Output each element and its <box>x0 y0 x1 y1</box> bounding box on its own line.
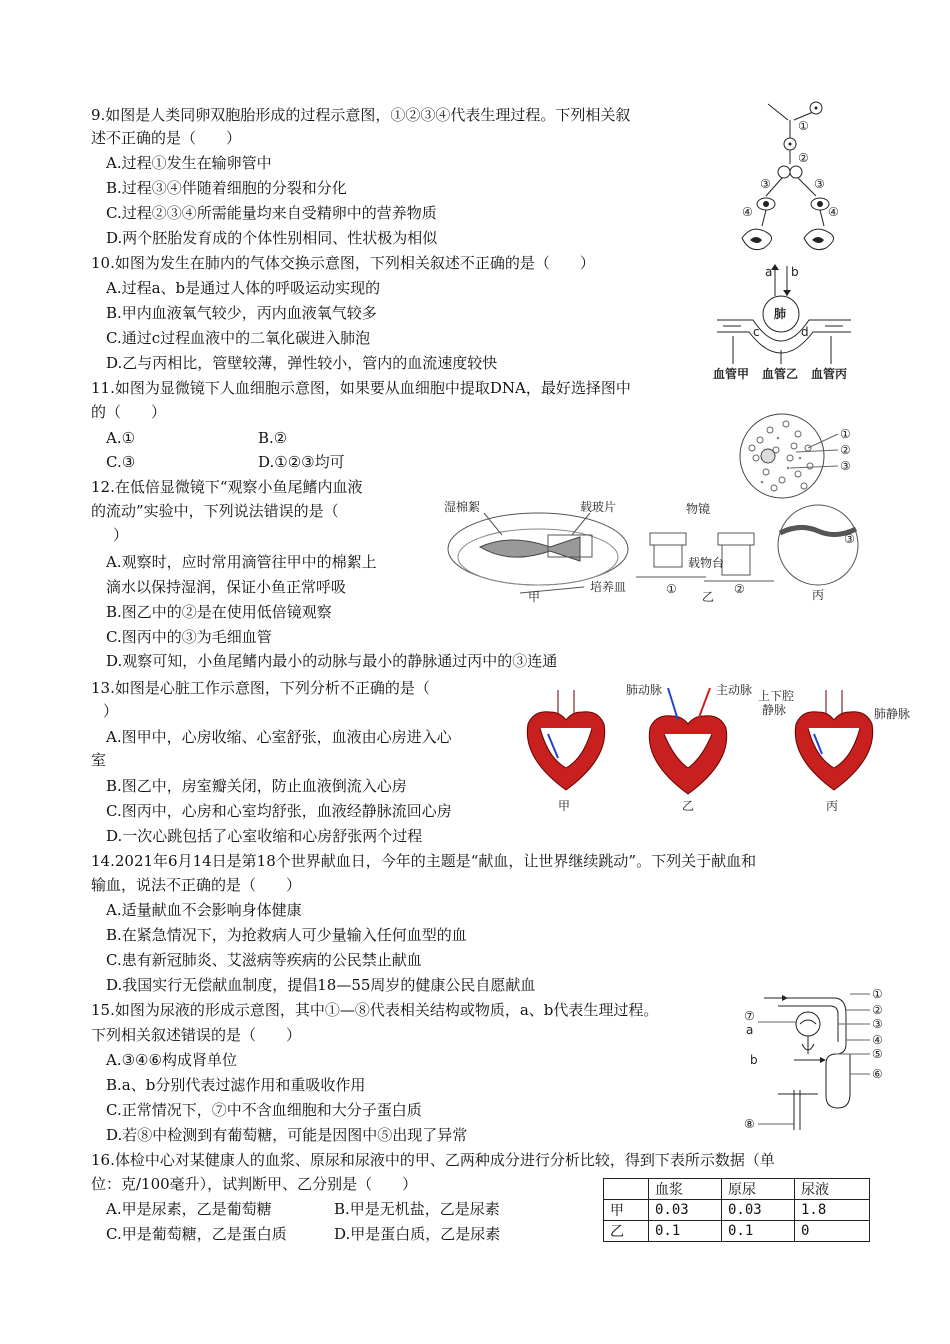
q15-label-a: a <box>746 1023 754 1037</box>
q12-option-c: C.图丙中的③为毛细血管 <box>106 628 272 646</box>
urine-formation-figure <box>738 984 888 1134</box>
table-cell: 甲 <box>604 1200 649 1221</box>
q13-option-a-line1: A.图甲中，心房收缩、心室舒张，血液由心房进入心 <box>106 728 452 746</box>
q13-option-c: C.图丙中，心房和心室均舒张，血液经静脉流回心房 <box>106 802 452 820</box>
q10-label-vessel-jia: 血管甲 <box>713 367 750 381</box>
q10-option-a: A.过程a、b是通过人体的呼吸运动实现的 <box>106 279 381 297</box>
q12-label-slide: 载玻片 <box>580 500 617 514</box>
q12-option-a-line1: A.观察时，应时常用滴管往甲中的棉絮上 <box>106 553 377 571</box>
q9-option-a: A.过程①发生在输卵管中 <box>106 154 272 172</box>
q9-label-3b: ③ <box>814 177 825 191</box>
q10-label-d: d <box>801 325 809 339</box>
table-header-cell: 原尿 <box>722 1179 795 1200</box>
q13-label-vena-cava-1: 上下腔 <box>758 689 795 703</box>
q11-option-c: C.③ <box>106 453 136 471</box>
q9-stem-line1: 9.如图是人类同卵双胞胎形成的过程示意图，①②③④代表生理过程。下列相关叙 <box>91 106 631 124</box>
heart-jia <box>527 690 604 813</box>
table-row <box>604 1200 870 1221</box>
q12-option-a-line2: 滴水以保持湿润，保证小鱼正常呼吸 <box>106 578 347 596</box>
q15-label-4: ④ <box>872 1033 883 1047</box>
q13-label-bing: 丙 <box>826 799 839 813</box>
q13-label-pulmonary-artery: 肺动脉 <box>626 684 663 697</box>
q16-stem-line1: 16.体检中心对某健康人的血浆、原尿和尿液中的甲、乙两种成分进行分析比较，得到下表所示数据（单 <box>91 1151 775 1169</box>
q12-label-3: ③ <box>844 532 855 546</box>
q14-option-c: C.患有新冠肺炎、艾滋病等疾病的公民禁止献血 <box>106 951 422 969</box>
q14-stem-line2: 输血，说法不正确的是（ ） <box>91 876 302 894</box>
q11-option-a: A.① <box>106 429 136 447</box>
q11-label-2: ② <box>840 443 851 457</box>
q16-option-a: A.甲是尿素，乙是葡萄糖 <box>106 1200 272 1218</box>
q14-option-a: A.适量献血不会影响身体健康 <box>106 901 302 919</box>
q11-option-b: B.② <box>258 429 288 447</box>
table-cell: 0 <box>795 1221 870 1242</box>
q9-option-c: C.过程②③④所需能量均来自受精卵中的营养物质 <box>106 204 437 222</box>
q15-stem-line1: 15.如图为尿液的形成示意图，其中①—⑧代表相关结构或物质，a、b代表生理过程。 <box>91 1001 659 1019</box>
heart-bing <box>758 688 910 813</box>
q13-label-aorta: 主动脉 <box>716 684 753 697</box>
table-cell: 0.03 <box>649 1200 722 1221</box>
q12-label-yi: 乙 <box>702 590 715 604</box>
q13-option-d: D.一次心跳包括了心室收缩和心房舒张两个过程 <box>106 827 423 845</box>
q12-label-2: ② <box>734 582 745 596</box>
q13-stem-line1: 13.如图是心脏工作示意图，下列分析不正确的是（ <box>91 679 430 697</box>
q15-option-a: A.③④⑥构成肾单位 <box>106 1051 237 1069</box>
table-cell: 0.1 <box>722 1221 795 1242</box>
heart-working-figure <box>518 684 910 816</box>
q12-label-cotton: 湿棉絮 <box>444 500 481 514</box>
q13-label-jia: 甲 <box>558 799 571 813</box>
q13-label-pulmonary-vein: 肺静脉 <box>874 707 910 721</box>
q15-label-2: ② <box>872 1003 883 1017</box>
q9-label-3a: ③ <box>760 177 771 191</box>
twin-formation-figure <box>728 98 858 258</box>
q15-label-7: ⑦ <box>744 1009 755 1023</box>
q16-option-d: D.甲是蛋白质，乙是尿素 <box>334 1225 501 1243</box>
q12-stem-line1: 12.在低倍显微镜下“观察小鱼尾鳍内血液 <box>91 478 363 496</box>
q12-label-dish: 培养皿 <box>590 580 627 594</box>
q15-label-b: b <box>750 1053 758 1067</box>
q9-option-b: B.过程③④伴随着细胞的分裂和分化 <box>106 179 347 197</box>
q9-label-2: ② <box>798 151 809 165</box>
table-row <box>604 1221 870 1242</box>
table-header-cell: 尿液 <box>795 1179 870 1200</box>
q12-label-stage: 载物台 <box>688 556 725 570</box>
q15-label-3: ③ <box>872 1017 883 1031</box>
q14-stem-line1: 14.2021年6月14日是第18个世界献血日，今年的主题是“献血，让世界继续跳动”。下列关于献血和 <box>91 852 757 870</box>
q9-label-4a: ④ <box>742 205 753 219</box>
table-cell: 0.03 <box>722 1200 795 1221</box>
q12-label-1: ① <box>666 582 677 596</box>
q10-label-b: b <box>791 265 799 279</box>
heart-yi <box>626 684 752 813</box>
q12-stem-line3: ） <box>113 526 129 544</box>
q11-stem-line1: 11.如图为显微镜下人血细胞示意图，如果要从血细胞中提取DNA，最好选择图中 <box>91 379 631 397</box>
q16-option-b: B.甲是无机盐，乙是尿素 <box>334 1200 500 1218</box>
q13-option-b: B.图乙中，房室瓣关闭，防止血液倒流入心房 <box>106 777 407 795</box>
q12-label-jia: 甲 <box>528 590 541 604</box>
table-header-row <box>604 1179 870 1200</box>
q15-option-b: B.a、b分别代表过滤作用和重吸收作用 <box>106 1076 366 1094</box>
q10-label-a: a <box>765 265 773 279</box>
q10-option-b: B.甲内血液氧气较少，丙内血液氧气较多 <box>106 304 377 322</box>
q13-stem-line2: ） <box>103 702 119 720</box>
q14-option-b: B.在紧急情况下，为抢救病人可少量输入任何血型的血 <box>106 926 467 944</box>
q9-stem-line2: 述不正确的是（ ） <box>91 129 242 147</box>
q15-option-c: C.正常情况下，⑦中不含血细胞和大分子蛋白质 <box>106 1101 422 1119</box>
q16-option-c: C.甲是葡萄糖，乙是蛋白质 <box>106 1225 287 1243</box>
data-table <box>603 1178 870 1242</box>
q12-label-bing: 丙 <box>812 588 825 602</box>
q16-stem-line2: 位：克/100毫升），试判断甲、乙分别是（ ） <box>91 1175 418 1193</box>
fish-tail-observation-figure <box>440 495 860 605</box>
q15-option-d: D.若⑧中检测到有葡萄糖，可能是因图中⑤出现了异常 <box>106 1126 468 1144</box>
q11-label-1: ① <box>840 427 851 441</box>
table-cell: 1.8 <box>795 1200 870 1221</box>
q10-option-d: D.乙与丙相比，管壁较薄，弹性较小，管内的血流速度较快 <box>106 354 498 372</box>
table-cell: 乙 <box>604 1221 649 1242</box>
q12-option-b: B.图乙中的②是在使用低倍镜观察 <box>106 603 332 621</box>
table-header-cell: 血浆 <box>649 1179 722 1200</box>
q13-option-a-line2: 室 <box>91 751 107 769</box>
q15-label-1: ① <box>872 987 883 1001</box>
q9-label-1: ① <box>798 119 809 133</box>
q10-label-vessel-bing: 血管丙 <box>811 367 848 381</box>
q11-stem-line2: 的（ ） <box>91 403 167 421</box>
q13-label-yi: 乙 <box>682 799 695 813</box>
q12-stem-line2: 的流动”实验中，下列说法错误的是（ <box>91 502 339 520</box>
q15-stem-line2: 下列相关叙述错误的是（ ） <box>91 1026 302 1044</box>
blood-cells-figure <box>738 410 858 502</box>
q10-label-c: c <box>753 325 760 339</box>
q10-label-lung: 肺 <box>774 307 787 321</box>
lung-gas-exchange-figure <box>713 262 863 384</box>
q10-option-c: C.通过c过程血液中的二氧化碳进入肺泡 <box>106 329 371 347</box>
q12-option-d: D.观察可知，小鱼尾鳍内最小的动脉与最小的静脉通过丙中的③连通 <box>106 652 558 670</box>
q12-label-objective: 物镜 <box>686 502 711 516</box>
q15-label-6: ⑥ <box>872 1067 883 1081</box>
q13-label-vena-cava-2: 静脉 <box>762 703 787 717</box>
q10-label-vessel-yi: 血管乙 <box>762 367 799 381</box>
q15-label-8: ⑧ <box>744 1117 755 1131</box>
q10-stem: 10.如图为发生在肺内的气体交换示意图，下列相关叙述不正确的是（ ） <box>91 254 595 272</box>
q11-label-3: ③ <box>840 459 851 473</box>
q15-label-5: ⑤ <box>872 1047 883 1061</box>
q9-option-d: D.两个胚胎发育成的个体性别相同、性状极为相似 <box>106 229 438 247</box>
q9-label-4b: ④ <box>828 205 839 219</box>
table-header-cell <box>604 1179 649 1200</box>
q11-option-d: D.①②③均可 <box>258 453 345 471</box>
q14-option-d: D.我国实行无偿献血制度，提倡18—55周岁的健康公民自愿献血 <box>106 976 536 994</box>
table-cell: 0.1 <box>649 1221 722 1242</box>
